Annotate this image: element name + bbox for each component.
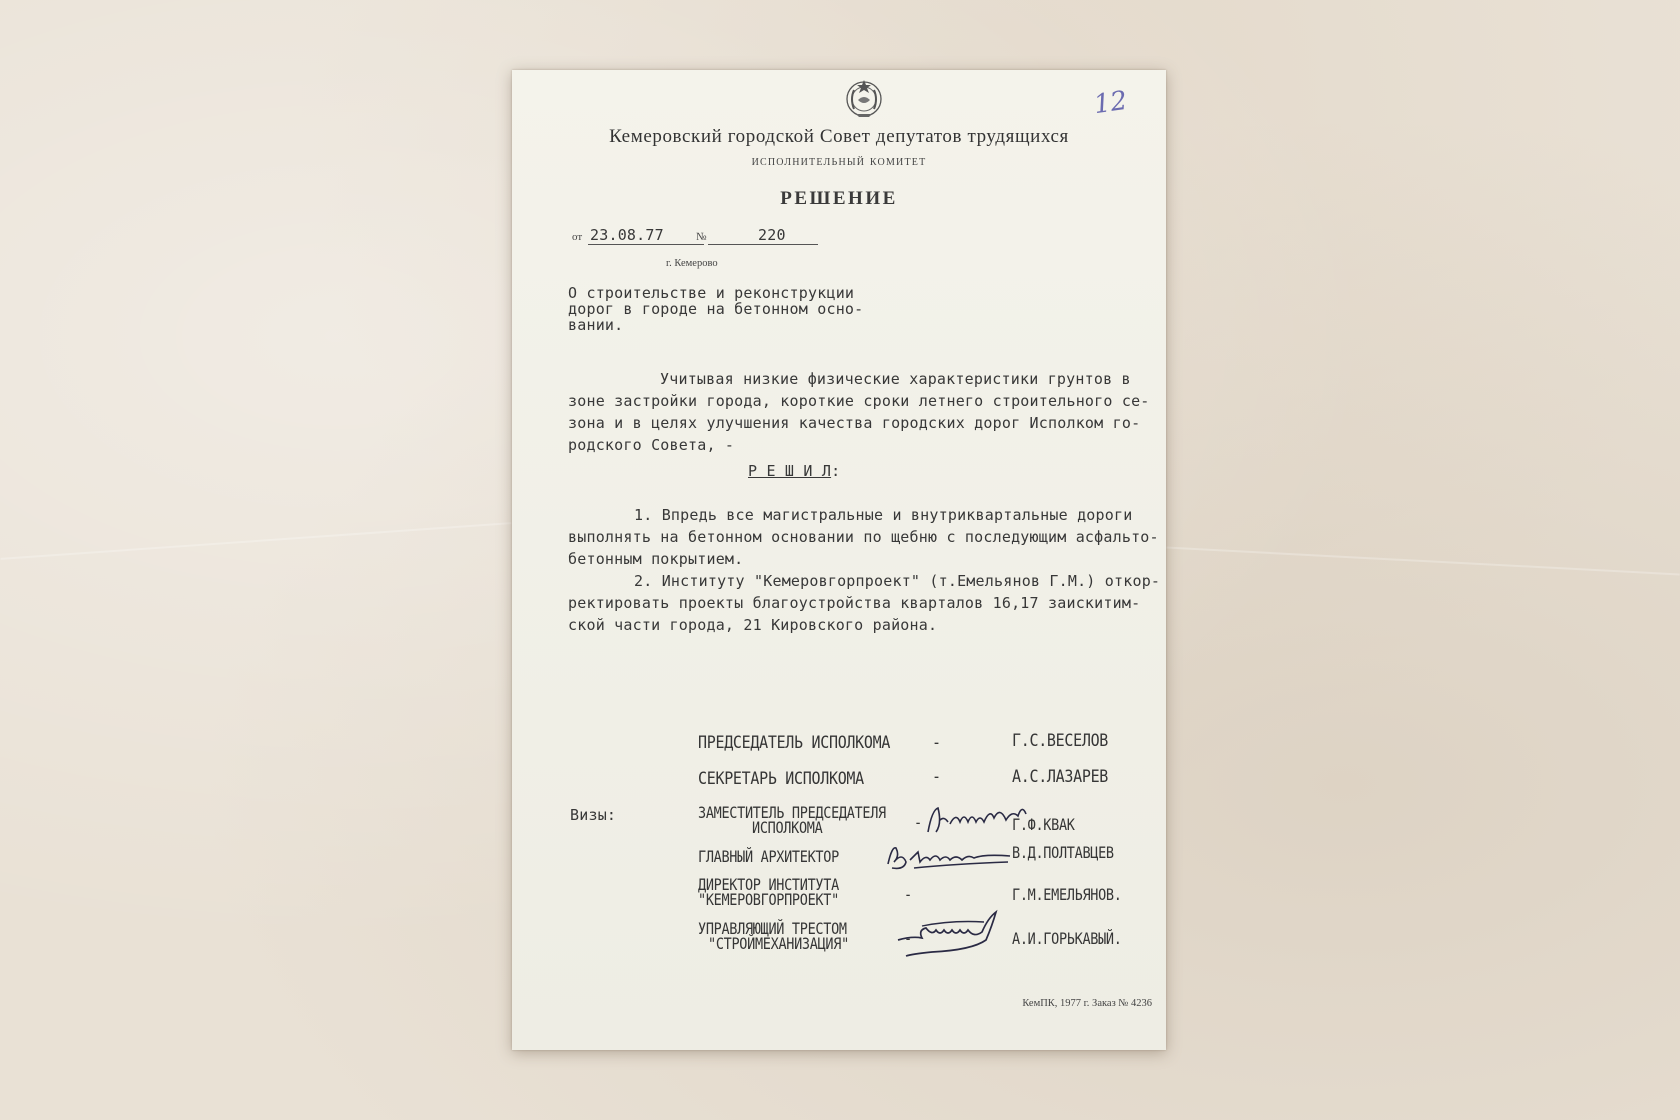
chairman-name: Г.С.ВЕСЕЛОВ bbox=[1012, 730, 1109, 751]
document-number: 220 bbox=[758, 226, 786, 244]
print-footer: КемПК, 1977 г. Заказ № 4236 bbox=[1022, 998, 1152, 1009]
handwritten-signature bbox=[892, 906, 1012, 962]
visa-title: УПРАВЛЯЮЩИЙ ТРЕСТОМ bbox=[698, 920, 847, 939]
visa-title: ДИРЕКТОР ИНСТИТУТА bbox=[698, 876, 839, 895]
visa-name: А.И.ГОРЬКАВЫЙ. bbox=[1012, 930, 1122, 949]
secretary-title: СЕКРЕТАРЬ ИСПОЛКОМА bbox=[698, 768, 864, 789]
committee-name: исполнительный комитет bbox=[751, 154, 927, 169]
background-crease bbox=[1166, 547, 1679, 576]
date-prefix: от bbox=[572, 231, 583, 243]
visa-dash: - bbox=[914, 814, 922, 833]
chairman-title: ПРЕДСЕДАТЕЛЬ ИСПОЛКОМА bbox=[698, 732, 891, 753]
clause-2-line: ректировать проекты благоустройства кварталов 16,17 заискитим- bbox=[568, 594, 1141, 612]
visa-title: "КЕМЕРОВГОРПРОЕКТ" bbox=[698, 891, 839, 910]
document-title: РЕШЕНИЕ bbox=[780, 188, 898, 209]
visa-dash: - bbox=[904, 886, 912, 905]
resolved-colon: : bbox=[831, 462, 841, 480]
background-crease bbox=[1, 522, 512, 560]
visa-dash: - bbox=[904, 930, 912, 949]
number-underline bbox=[708, 244, 818, 245]
subject-line: дорог в городе на бетонном осно- bbox=[568, 300, 864, 318]
handwritten-signature bbox=[922, 798, 1032, 838]
preamble-line: Учитывая низкие физические характеристики грунтов в bbox=[660, 370, 1131, 388]
state-emblem-icon bbox=[842, 76, 886, 120]
date-underline bbox=[588, 244, 704, 245]
resolved-word: Р Е Ш И Л bbox=[748, 462, 832, 480]
clause-2-line: ской части города, 21 Кировского района. bbox=[568, 616, 938, 634]
clause-1-line: выполнять на бетонном основании по щебню с последующим асфальто- bbox=[568, 528, 1159, 546]
city-label: г. Кемерово bbox=[666, 258, 718, 269]
clause-1-line: 1. Впредь все магистральные и внутриквартальные дороги bbox=[634, 506, 1133, 524]
subject-line: вании. bbox=[568, 316, 624, 334]
document-page bbox=[512, 70, 1166, 1050]
number-prefix: № bbox=[696, 231, 707, 243]
secretary-name: А.С.ЛАЗАРЕВ bbox=[1012, 766, 1109, 787]
page-number: 12 bbox=[1092, 85, 1130, 121]
council-name: Кемеровский городской Совет депутатов трудящихся bbox=[609, 126, 1069, 147]
clause-2-line: 2. Институту "Кемеровгорпроект" (т.Емельянов Г.М.) откор- bbox=[634, 572, 1161, 590]
visa-title: ИСПОЛКОМА bbox=[752, 819, 823, 838]
handwritten-signature bbox=[884, 840, 1014, 874]
clause-1-line: бетонным покрытием. bbox=[568, 550, 744, 568]
visa-name: В.Д.ПОЛТАВЦЕВ bbox=[1012, 844, 1114, 863]
secretary-dash: - bbox=[932, 766, 941, 787]
visa-name: Г.М.ЕМЕЛЬЯНОВ. bbox=[1012, 886, 1122, 905]
visa-title: ЗАМЕСТИТЕЛЬ ПРЕДСЕДАТЕЛЯ bbox=[698, 804, 886, 823]
preamble-line: зона и в целях улучшения качества городских дорог Исполком го- bbox=[568, 414, 1141, 432]
subject-line: О строительстве и реконструкции bbox=[568, 284, 855, 302]
visa-title: "СТРОЙМЕХАНИЗАЦИЯ" bbox=[708, 935, 849, 954]
preamble-line: зоне застройки города, короткие сроки летнего строительного се- bbox=[568, 392, 1150, 410]
document-date: 23.08.77 bbox=[590, 226, 664, 244]
preamble-line: родского Совета, - bbox=[568, 436, 735, 454]
resolved-heading bbox=[748, 462, 840, 480]
chairman-dash: - bbox=[932, 732, 941, 753]
visa-title: ГЛАВНЫЙ АРХИТЕКТОР bbox=[698, 848, 839, 867]
visa-name: Г.Ф.КВАК bbox=[1012, 816, 1075, 835]
visas-label: Визы: bbox=[570, 806, 617, 824]
